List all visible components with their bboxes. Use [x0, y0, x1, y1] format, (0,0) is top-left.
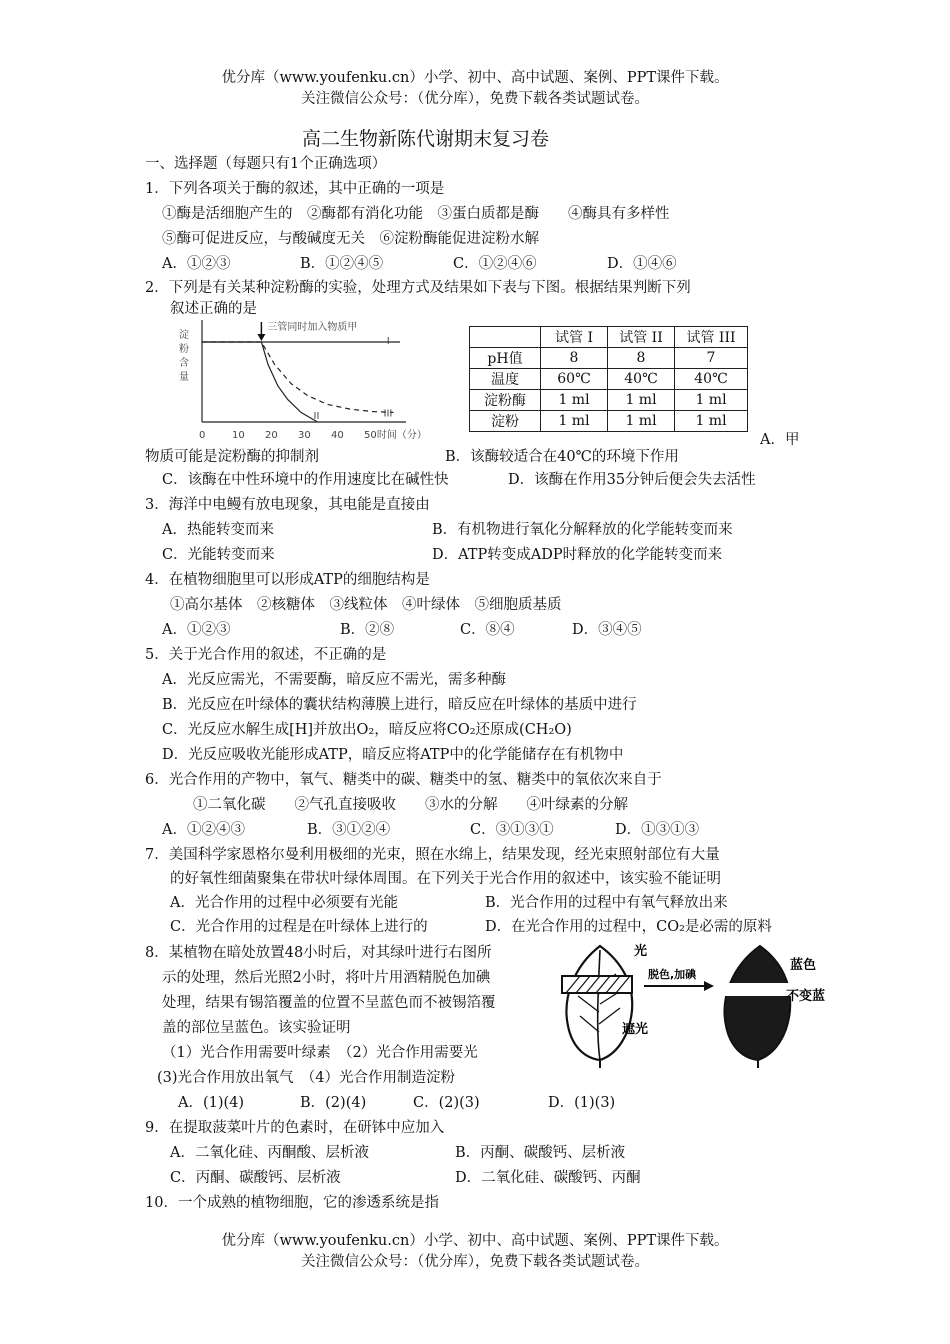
series-III-line — [202, 342, 393, 412]
q5-option-b: B．光反应在叶绿体的囊状结构薄膜上进行，暗反应在叶绿体的基质中进行 — [162, 697, 637, 713]
x-tick-label: 10 — [232, 430, 245, 441]
label-noblue: 不变蓝 — [786, 989, 826, 1004]
series-label-I: I — [386, 336, 390, 347]
annotation-text: 三管同时加入物质甲 — [267, 322, 358, 333]
q5-option-c: C．光反应水解生成[H]并放出O₂，暗反应将CO₂还原成(CH₂O) — [162, 722, 572, 738]
label-blue: 蓝色 — [790, 958, 817, 973]
q2-option-a-cont: 物质可能是淀粉酶的抑制剂 — [145, 449, 319, 465]
q1-option-c: C．①②④⑥ — [453, 256, 537, 272]
q7-option-c: C．光合作用的过程是在叶绿体上进行的 — [170, 919, 428, 935]
table-cell: 40℃ — [608, 369, 675, 390]
enzyme-starch-chart — [170, 318, 450, 444]
q2-stem-1: 2．下列是有关某种淀粉酶的实验，处理方式及结果如下表与下图。根据结果判断下列 — [145, 280, 691, 296]
table-cell: 淀粉 — [470, 411, 541, 432]
q10-stem: 10．一个成熟的植物细胞，它的渗透系统是指 — [145, 1195, 439, 1211]
q5-option-d: D．光反应吸收光能形成ATP，暗反应将ATP中的化学能储存在有机物中 — [162, 747, 624, 763]
q4-option-a: A．①②③ — [162, 622, 231, 638]
q4-option-b: B．②⑧ — [340, 622, 395, 638]
q1-option-d: D．①④⑥ — [607, 256, 677, 272]
q4-option-c: C．⑧④ — [460, 622, 515, 638]
leaf-right-unstained-band — [724, 983, 792, 996]
q7-option-a: A．光合作用的过程中必须要有光能 — [170, 895, 398, 911]
q9-stem: 9．在提取菠菜叶片的色素时，在研钵中应加入 — [145, 1120, 445, 1136]
header-line-2: 关注微信公众号：（优分库），免费下载各类试题试卷。 — [301, 91, 649, 107]
q1-items-2: ⑤酶可促进反应，与酸碱度无关 ⑥淀粉酶能促进淀粉水解 — [162, 231, 539, 247]
q7-stem-1: 7．美国科学家恩格尔曼利用极细的光束，照在水绵上，结果发现，经光束照射部位有大量 — [145, 847, 720, 863]
series-label-III: III — [383, 408, 393, 420]
header-line-1: 优分库（www.youfenku.cn）小学、初中、高中试题、案例、PPT课件下载。 — [221, 70, 729, 86]
q2-option-a-start: A．甲 — [760, 432, 800, 448]
q8-stem-3: 处理，结果有锡箔覆盖的位置不呈蓝色而不被锡箔覆 — [162, 995, 496, 1011]
y-axis-label-char: 含 — [179, 358, 189, 369]
footer-line-1: 优分库（www.youfenku.cn）小学、初中、高中试题、案例、PPT课件下载。 — [221, 1233, 729, 1249]
table-row — [470, 411, 748, 432]
q4-option-d: D．③④⑤ — [572, 622, 642, 638]
q4-items: ①高尔基体 ②核糖体 ③线粒体 ④叶绿体 ⑤细胞质基质 — [170, 597, 562, 613]
q6-option-c: C．③①③① — [470, 822, 554, 838]
q3-option-c: C．光能转变而来 — [162, 547, 275, 563]
q6-option-d: D．①③①③ — [615, 822, 700, 838]
q6-option-b: B．③①②④ — [307, 822, 391, 838]
table-cell: 1 ml — [541, 390, 608, 411]
q4-stem: 4．在植物细胞里可以形成ATP的细胞结构是 — [145, 572, 430, 588]
q8-option-b: B．(2)(4) — [300, 1095, 367, 1111]
table-cell: 8 — [541, 348, 608, 369]
page-title: 高二生物新陈代谢期末复习卷 — [302, 128, 550, 150]
arrow-right-icon — [704, 981, 714, 991]
table-cell: 8 — [608, 348, 675, 369]
series-II-line — [202, 342, 318, 422]
footer-line-2: 关注微信公众号：（优分库），免费下载各类试题试卷。 — [301, 1254, 649, 1270]
table-cell: 40℃ — [675, 369, 748, 390]
q3-stem: 3．海洋中电鳗有放电现象，其电能是直接由 — [145, 497, 430, 513]
q2-experiment-table — [469, 326, 748, 432]
table-row — [470, 369, 748, 390]
q5-stem: 5．关于光合作用的叙述，不正确的是 — [145, 647, 387, 663]
table-cell: 1 ml — [608, 411, 675, 432]
table-row — [470, 348, 748, 369]
label-arrow: 脱色,加碘 — [648, 968, 697, 981]
table-cell: 1 ml — [675, 411, 748, 432]
q6-items: ①二氧化碳 ②气孔直接吸收 ③水的分解 ④叶绿素的分解 — [193, 797, 628, 813]
table-header-cell: 试管 II — [608, 327, 675, 348]
q5-option-a: A．光反应需光，不需要酶，暗反应不需光，需多种酶 — [162, 672, 506, 688]
table-header-cell: 试管 III — [675, 327, 748, 348]
q8-stem-2: 示的处理，然后光照2小时，将叶片用酒精脱色加碘 — [162, 970, 491, 986]
table-cell: 7 — [675, 348, 748, 369]
x-tick-label: 50 — [364, 430, 377, 441]
x-tick-label: 20 — [265, 430, 278, 441]
q7-stem-2: 的好氧性细菌聚集在带状叶绿体周围。在下列关于光合作用的叙述中，该实验不能证明 — [170, 871, 721, 887]
x-tick-label: 30 — [298, 430, 311, 441]
q6-option-a: A．①②④③ — [162, 822, 245, 838]
q7-option-d: D．在光合作用的过程中，CO₂是必需的原料 — [485, 919, 772, 935]
q2-stem-2: 叙述正确的是 — [170, 301, 257, 317]
section-heading: 一、选择题（每题只有1个正确选项） — [145, 156, 387, 172]
q3-option-d: D．ATP转变成ADP时释放的化学能转变而来 — [432, 547, 723, 563]
q1-option-b: B．①②④⑤ — [300, 256, 384, 272]
q9-option-d: D．二氧化硅、碳酸钙、丙酮 — [455, 1170, 641, 1186]
x-axis-label: 时间（分） — [376, 430, 427, 441]
table-row — [470, 390, 748, 411]
q1-stem: 1．下列各项关于酶的叙述，其中正确的一项是 — [145, 181, 445, 197]
q8-stem-4: 盖的部位呈蓝色。该实验证明 — [162, 1020, 351, 1036]
table-cell: 1 ml — [608, 390, 675, 411]
table-cell: 60℃ — [541, 369, 608, 390]
table-cell: 1 ml — [541, 411, 608, 432]
q8-options-1: （1）光合作用需要叶绿素 （2）光合作用需要光 — [162, 1045, 478, 1061]
q3-option-b: B．有机物进行氧化分解释放的化学能转变而来 — [432, 522, 733, 538]
q6-stem: 6．光合作用的产物中，氧气、糖类中的碳、糖类中的氢、糖类中的氧依次来自于 — [145, 772, 662, 788]
leaf-right-outline — [724, 946, 790, 1060]
table-header-cell: 试管 I — [541, 327, 608, 348]
q3-option-a: A．热能转变而来 — [162, 522, 274, 538]
table-cell: 淀粉酶 — [470, 390, 541, 411]
q8-stem-1: 8．某植物在暗处放置48小时后，对其绿叶进行右图所 — [145, 945, 492, 961]
q1-option-a: A．①②③ — [162, 256, 231, 272]
annotation-arrow-head — [257, 334, 265, 341]
q2-option-d: D．该酶在作用35分钟后便会失去活性 — [508, 472, 756, 488]
q9-option-b: B．丙酮、碳酸钙、层析液 — [455, 1145, 626, 1161]
x-tick-label: 40 — [331, 430, 344, 441]
label-shade: 遮光 — [622, 1022, 649, 1037]
series-label-II: II — [313, 411, 320, 422]
label-light: 光 — [634, 944, 648, 959]
table-header-row — [470, 327, 748, 348]
y-axis-label-char: 粉 — [179, 344, 189, 355]
table-cell: pH值 — [470, 348, 541, 369]
table-cell: 温度 — [470, 369, 541, 390]
q2-option-c: C．该酶在中性环境中的作用速度比在碱性快 — [162, 472, 449, 488]
q2-option-b: B．该酶较适合在40℃的环境下作用 — [445, 449, 679, 465]
q8-option-c: C．(2)(3) — [413, 1095, 480, 1111]
q1-items-1: ①酶是活细胞产生的 ②酶都有消化功能 ③蛋白质都是酶 ④酶具有多样性 — [162, 206, 670, 222]
q8-option-d: D．(1)(3) — [548, 1095, 616, 1111]
x-tick-label: 0 — [199, 430, 206, 441]
leaf-experiment-figure — [560, 942, 835, 1070]
q9-option-c: C．丙酮、碳酸钙、层析液 — [170, 1170, 341, 1186]
y-axis-label-char: 淀 — [179, 330, 189, 341]
table-header-cell — [470, 327, 541, 348]
q8-option-a: A．(1)(4) — [178, 1095, 245, 1111]
q9-option-a: A．二氧化硅、丙酮酸、层析液 — [170, 1145, 369, 1161]
y-axis-label-char: 量 — [179, 372, 189, 383]
q8-options-2: (3)光合作用放出氧气 （4）光合作用制造淀粉 — [157, 1070, 456, 1086]
q7-option-b: B．光合作用的过程中有氧气释放出来 — [485, 895, 728, 911]
table-cell: 1 ml — [675, 390, 748, 411]
